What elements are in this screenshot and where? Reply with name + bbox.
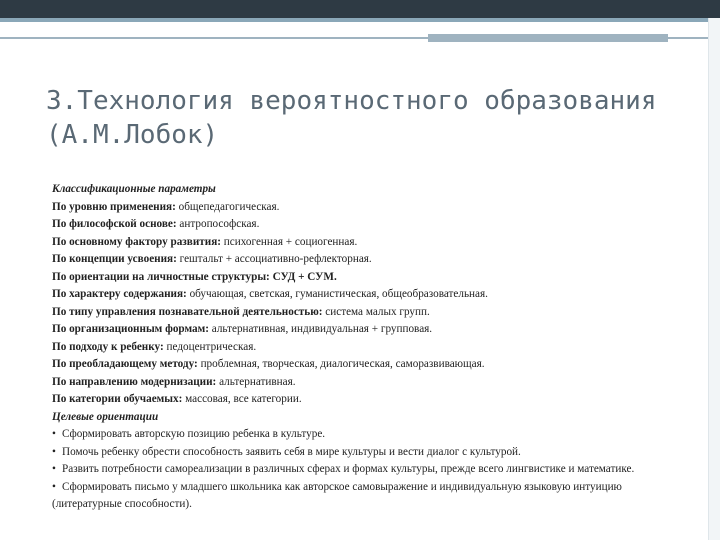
goal-item — [52, 444, 692, 462]
classification-row — [52, 356, 692, 374]
goal-text: Помочь ребенку обрести способность заявить себя в мире культуры и вести диалог с культурой. — [62, 445, 521, 458]
row-label: По категории обучаемых: — [52, 393, 183, 405]
row-value: педоцентрическая. — [163, 340, 257, 353]
classification-row — [52, 374, 692, 392]
slide-title-line-1: 3.Технология вероятностного образования — [46, 86, 657, 116]
goals-heading: Целевые ориентации — [52, 410, 159, 423]
classification-row — [52, 286, 692, 304]
row-value: антропософская. — [176, 218, 260, 230]
goal-text: Развить потребности самореализации в различных сферах и формах культуры, прежде всего лингвистике и математике. — [62, 463, 635, 475]
classification-row — [52, 251, 692, 269]
row-value: система малых групп. — [322, 305, 430, 318]
row-value: альтернативная. — [216, 375, 296, 388]
row-label: По основному фактору развития: — [52, 235, 221, 248]
classification-row — [52, 391, 692, 409]
goal-text: Сформировать авторскую позицию ребенка в культуре. — [62, 428, 326, 440]
row-label: По направлению модернизации: — [52, 375, 217, 388]
slide-top-bar — [0, 0, 720, 18]
goal-item — [52, 461, 692, 479]
goals-list — [52, 426, 692, 514]
goal-item — [52, 426, 692, 444]
row-value: психогенная + социогенная. — [221, 235, 358, 248]
classification-heading: Классификационные параметры — [52, 183, 216, 195]
slide-title — [46, 84, 686, 152]
bullet-icon: • — [52, 480, 56, 493]
row-value: массовая, все категории. — [182, 393, 302, 405]
row-value: общепедагогическая. — [175, 200, 280, 213]
slide-right-frame — [708, 18, 720, 540]
classification-list — [52, 199, 692, 409]
row-label: По характеру содержания: — [52, 288, 187, 300]
row-label: По философской основе: — [52, 218, 177, 230]
row-value: гештальт + ассоциативно-рефлекторная. — [176, 253, 372, 265]
row-value: обучающая, светская, гуманистическая, общеобразовательная. — [186, 288, 488, 300]
classification-row — [52, 304, 692, 322]
slide-title-line-2: (А.М.Лобок) — [46, 120, 219, 150]
classification-row — [52, 199, 692, 217]
row-label: По ориентации на личностные структуры: СУД + СУМ. — [52, 270, 337, 283]
row-label: По подходу к ребенку: — [52, 340, 164, 353]
row-label: По преобладающему методу: — [52, 358, 198, 370]
row-label: По уровню применения: — [52, 200, 176, 213]
row-label: По типу управления познавательной деятельностью: — [52, 305, 323, 318]
row-label: По концепции усвоения: — [52, 253, 177, 265]
bullet-icon: • — [52, 428, 56, 440]
bullet-icon: • — [52, 463, 56, 475]
row-label: По организационным формам: — [52, 323, 209, 335]
slide-tab-decoration — [428, 34, 668, 42]
row-value: альтернативная, индивидуальная + групповая. — [208, 323, 433, 335]
goal-item — [52, 479, 692, 514]
bullet-icon: • — [52, 445, 56, 458]
row-value: проблемная, творческая, диалогическая, саморазвивающая. — [197, 358, 485, 370]
classification-row — [52, 216, 692, 234]
slide-body — [52, 181, 692, 514]
goal-text: Сформировать письмо у младшего школьника как авторское самовыражение и индивидуальную языковую интуицию (литературные способности). — [52, 480, 622, 510]
classification-row — [52, 321, 692, 339]
classification-row — [52, 339, 692, 357]
classification-row — [52, 269, 692, 287]
classification-row — [52, 234, 692, 252]
